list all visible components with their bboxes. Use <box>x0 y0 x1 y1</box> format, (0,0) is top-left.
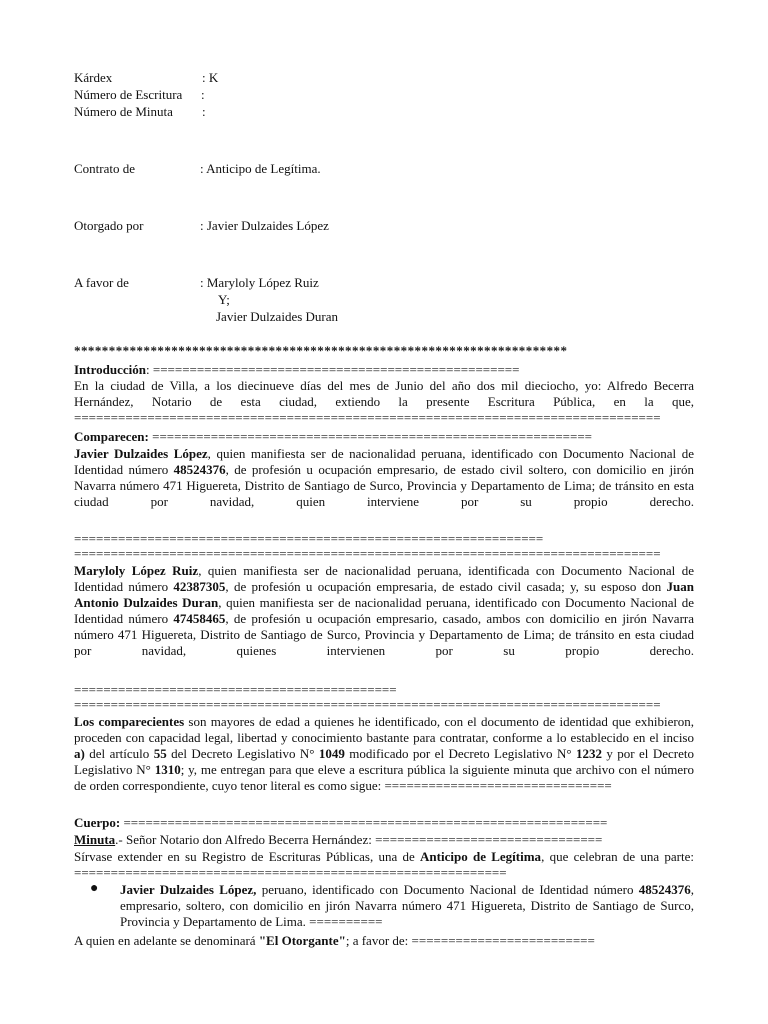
comparecen-heading <box>74 429 592 445</box>
compareciente-2-text-a: , quien manifiesta ser de nacionalidad peruana, identificada con Documento Nacional de Identidad número <box>74 563 694 594</box>
introduccion-text: En la ciudad de Villa, a los diecinueve días del mes de Junio del año dos mil dieciocho, yo: Alfredo Becerra Hernández, Notario de esta ciudad, extiendo la presente Escritura Pública, en la que, <box>74 378 694 409</box>
comparecientes-dl-3: 1310 <box>154 762 181 777</box>
introduccion-heading-fill: : ================================================== <box>146 362 520 377</box>
otorgante-line-text-b: ; a favor de: ========================= <box>345 933 595 948</box>
compareciente-2-dni: 42387305 <box>173 579 226 594</box>
numero-minuta-value: : <box>202 104 206 119</box>
comparecientes-inciso: a) <box>74 746 85 761</box>
kardex-label: Kárdex <box>74 70 113 85</box>
minuta-tipo: Anticipo de Legítima <box>420 849 542 864</box>
compareciente-1-dni: 48524376 <box>173 462 226 477</box>
otorgante-text-b: , empresario, soltero, con domicilio en jirón Navarra número 471 Higuereta, Distrito de Santiago de Surco, Provincia y Departamento de Lima. ========== <box>120 882 694 929</box>
comparecientes-lead: Los comparecientes <box>74 714 185 729</box>
compareciente-1-fill: ================================================================ <box>74 531 544 546</box>
compareciente-1-text-a: , quien manifiesta ser de nacionalidad peruana, identificado con Documento Nacional de Identidad número <box>74 446 695 477</box>
compareciente-2-text-b: , de profesión u ocupación empresaria, de estado civil casada; y, su esposo don <box>225 579 667 594</box>
compareciente-2-fill-2: ================================================================================ <box>74 697 661 712</box>
otorgante-bullet-paragraph <box>120 882 694 930</box>
a-favor-label: A favor de <box>74 275 129 290</box>
comparecientes-text-c: del Decreto Legislativo N° <box>166 746 319 761</box>
compareciente-2-text-c: , quien manifiesta ser de nacionalidad peruana, identificado con Documento Nacional de Identidad número <box>74 595 694 626</box>
comparecientes-dl-1: 1049 <box>318 746 345 761</box>
introduccion-fill: ================================================================================ <box>74 410 661 425</box>
otorgado-label: Otorgado por <box>74 218 144 233</box>
cuerpo-heading <box>74 815 694 831</box>
comparecientes-text-f: ; y, me entregan para que eleve a escritura pública la siguiente minuta que archivo con el número de orden correspondiente, cuyo tenor literal es como sigue: =============================== <box>74 762 694 793</box>
cuerpo-title: Cuerpo: <box>74 815 121 830</box>
compareciente-1-paragraph <box>74 446 694 510</box>
contrato-label: Contrato de <box>74 161 136 176</box>
compareciente-2-spouse: Juan Antonio Dulzaides Duran <box>74 579 694 610</box>
comparecientes-text-a: son mayores de edad a quienes he identificado, con el documento de identidad que exhibieron, proceden con capacidad legal, libertad y conocimiento bastante para contratar, conforme a lo establecido en el inciso <box>74 714 695 745</box>
compareciente-2-fill: ============================================ <box>74 682 397 697</box>
comparecientes-text-e: y por el Decreto Legislativo N° <box>74 746 694 777</box>
a-favor-value-3: Javier Dulzaides Duran <box>216 309 339 324</box>
minuta-line <box>74 832 694 848</box>
comparecientes-text-d: modificado por el Decreto Legislativo N° <box>344 746 576 761</box>
otorgante-dni: 48524376 <box>638 882 691 897</box>
minuta-label: Minuta <box>74 832 116 847</box>
compareciente-2-name: Maryloly López Ruiz <box>74 563 199 578</box>
comparecientes-paragraph <box>74 714 694 794</box>
introduccion-title: Introducción <box>74 362 146 377</box>
a-favor-value-1: : Maryloly López Ruiz <box>200 275 319 290</box>
otorgante-alias: "El Otorgante" <box>258 933 346 948</box>
comparecen-heading-fill: ============================================================ <box>148 429 593 444</box>
contrato-value: : Anticipo de Legítima. <box>200 161 321 176</box>
comparecientes-articulo: 55 <box>153 746 167 761</box>
comparecen-title: Comparecen: <box>74 429 149 444</box>
comparecientes-dl-2: 1232 <box>575 746 602 761</box>
asterisk-divider: *********************************************************************** <box>74 343 568 358</box>
otorgado-value: : Javier Dulzaides López <box>200 218 329 233</box>
compareciente-1-name: Javier Dulzaides López <box>74 446 208 461</box>
kardex-value: : K <box>202 70 219 85</box>
minuta-text-b: Sírvase extender en su Registro de Escrituras Públicas, una de <box>74 849 421 864</box>
numero-escritura-value: : <box>201 87 205 102</box>
minuta-paragraph <box>74 849 694 881</box>
minuta-text-a: .- Señor Notario don Alfredo Becerra Hernández: =============================== <box>115 832 603 847</box>
a-favor-value-2: Y; <box>218 292 230 307</box>
compareciente-1-fill-2: ================================================================================ <box>74 546 661 561</box>
otorgante-line-text-a: A quien en adelante se denominará <box>74 933 259 948</box>
otorgante-text-a: peruano, identificado con Documento Nacional de Identidad número <box>256 882 639 897</box>
otorgante-name: Javier Dulzaides López, <box>120 882 257 897</box>
introduccion-heading <box>74 362 519 378</box>
compareciente-1-text-b: , de profesión u ocupación empresario, de estado civil soltero, con domicilio en jirón Navarra número 471 Higuereta, Distrito de Santiago de Surco, Provincia y Departamento de Lima; de tránsito en esta ciudad por navidad, quien interviene por su propio derecho. <box>74 462 694 509</box>
otorgante-line <box>74 933 595 949</box>
cuerpo-heading-fill: ================================================================== <box>120 815 608 830</box>
comparecientes-text-b: del artículo <box>84 746 154 761</box>
numero-escritura-label: Número de Escritura <box>74 87 183 102</box>
compareciente-2-spouse-dni: 47458465 <box>173 611 226 626</box>
compareciente-2-text-d: , de profesión u ocupación empresario, casado, ambos con domicilio en jirón Navarra número 471 Higuereta, Distrito de Santiago de Surco, Provincia y Departamento de Lima; de tránsito en esta ciudad por navidad, quienes intervienen por su propio derecho. <box>74 611 694 658</box>
bullet-icon: ● <box>90 881 99 896</box>
minuta-text-c: , que celebran de una parte: =========================================================== <box>74 849 694 880</box>
numero-minuta-label: Número de Minuta <box>74 104 173 119</box>
compareciente-2-paragraph <box>74 563 694 659</box>
